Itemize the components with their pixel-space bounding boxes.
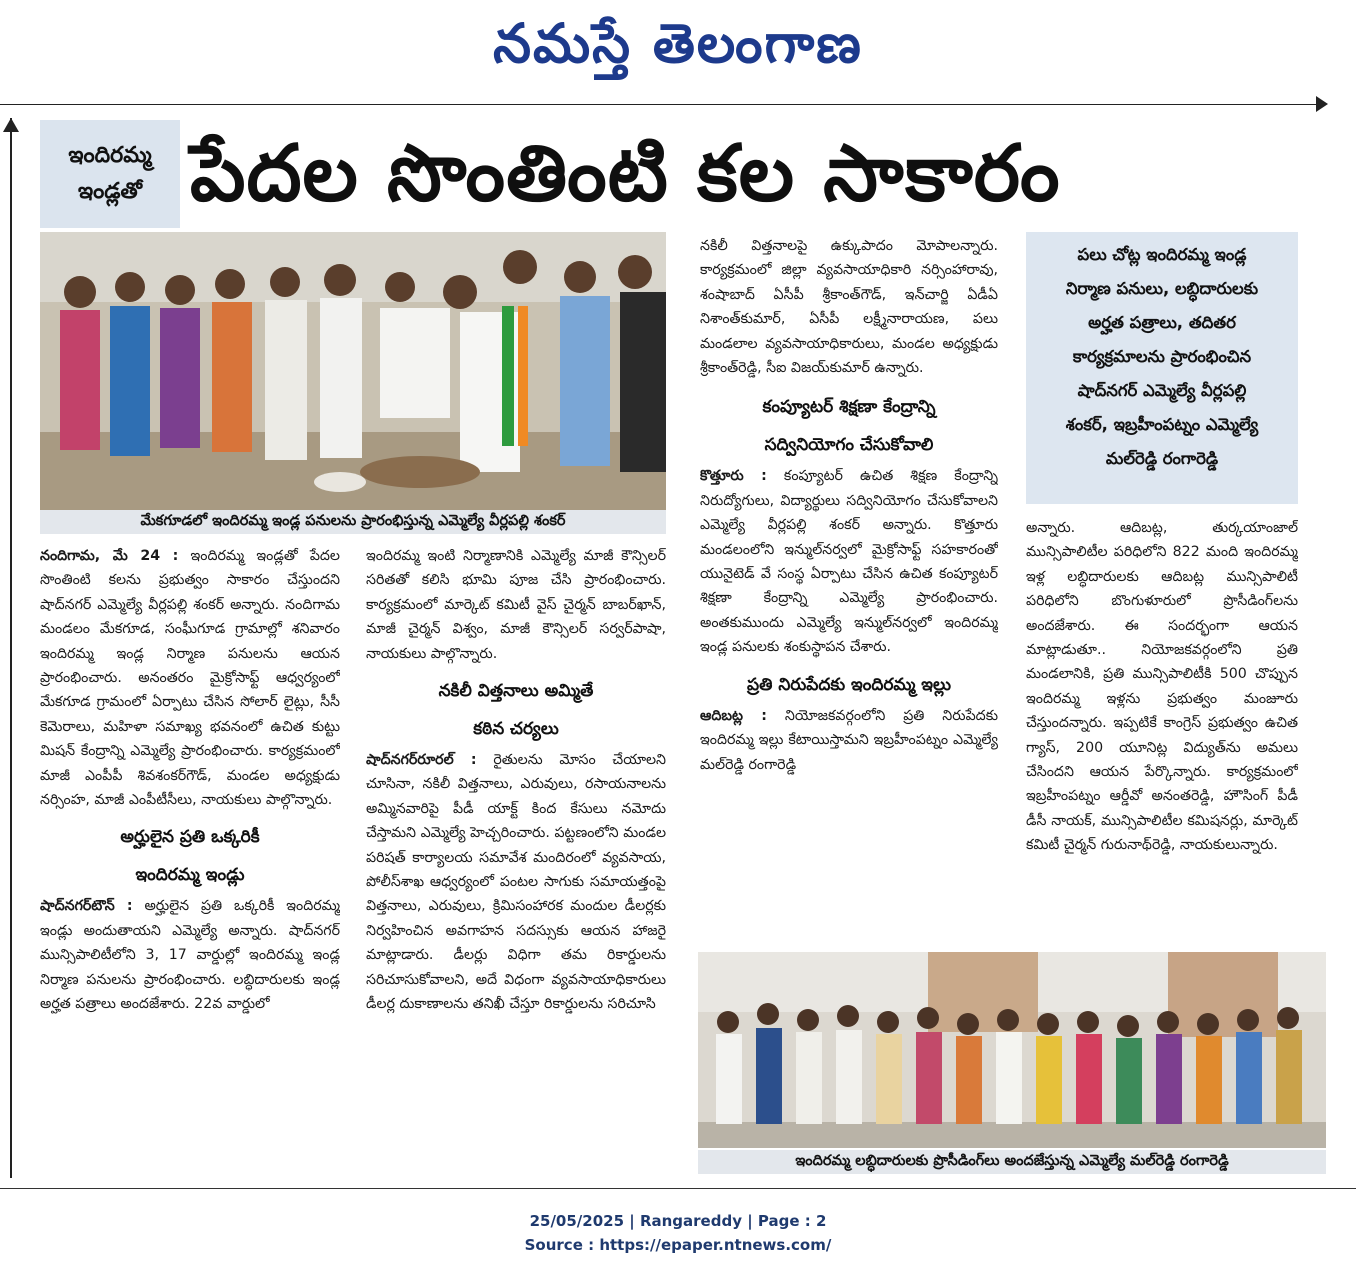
subheading-line: కంప్యూటర్ శిక్షణా కేంద్రాన్ని [762, 397, 936, 418]
highlight-line: పలు చోట్ల ఇందిరమ్మ ఇండ్ల [1077, 245, 1247, 264]
dateline: కొత్తూరు : [700, 468, 767, 485]
kicker-line-1: ఇందిరమ్మ [68, 143, 152, 168]
column-1-para-2 [40, 894, 340, 1016]
column-2-para-1: ఇందిరమ్మ ఇంటి నిర్మాణానికి ఎమ్మెల్యే మాజీ కౌన్సిలర్ సరితతో కలిసి భూమి పూజ చేసి ప్రారంభించారు. కార్యక్రమంలో మార్కెట్ కమిటీ వైస్ చైర్మన్ బాబర్‌ఖాన్, మాజీ చైర్మన్ విశ్వం, మాజీ కౌన్సిలర్ సర్వర్‌పాషా, నాయకులు పాల్గొన్నారు. [366, 548, 666, 662]
subheading [366, 672, 666, 748]
highlight-line: శంకర్, ఇబ్రహీంపట్నం ఎమ్మెల్యే [1065, 415, 1259, 434]
body-text: కంప్యూటర్ ఉచిత శిక్షణ కేంద్రాన్ని నిరుద్యోగులు, విద్యార్థులు సద్వినియోగం చేసుకోవాలని ఎమ్మెల్యే వీర్లపల్లి శంకర్ అన్నారు. కొత్తూరు మండలంలోని ఇన్ముల్‌నర్వలో మైక్రోసాఫ్ట్ సహకారంతో యునైటెడ్ వే సంస్థ ఏర్పాటు చేసిన ఉచిత కంప్యూటర్ శిక్షణా కేంద్రాన్ని ఎమ్మెల్యే ప్రారంభించారు. అంతకుముందు ఎమ్మెల్యే ఇన్ముల్‌నర్వలో ఇందిరమ్మ ఇండ్ల పనులకు శంకుస్థాపన చేశారు. [700, 468, 998, 656]
dateline: షాద్‌నగర్‌టౌన్ : [40, 898, 133, 915]
bottom-rule [0, 1188, 1356, 1189]
arrow-up-icon [3, 118, 19, 132]
highlight-line: షాద్‌నగర్ ఎమ్మెల్యే వీర్లపల్లి [1077, 381, 1247, 400]
highlight-box [1026, 232, 1298, 504]
subheading-line: నకిలీ విత్తనాలు అమ్మితే [438, 681, 594, 702]
column-3-para-3 [700, 704, 998, 777]
column-2 [366, 544, 666, 1179]
subheading [700, 388, 998, 464]
column-1-para-1 [40, 544, 340, 812]
article-bracket [10, 118, 12, 1178]
photo-proceedings-image [698, 952, 1326, 1148]
highlight-line: మల్‌రెడ్డి రంగారెడ్డి [1105, 449, 1219, 468]
subheading-line: కఠిన చర్యలు [473, 719, 559, 740]
dateline: ఆదిబట్ల : [700, 707, 767, 724]
kicker-line-2: ఇండ్లతో [77, 179, 143, 204]
footer-source: Source : https://epaper.ntnews.com/ [524, 1236, 832, 1254]
masthead-logo: నమస్తే తెలంగాణ [493, 11, 863, 75]
top-rule [0, 104, 1320, 105]
dateline: నందిగామ, మే 24 : [40, 548, 179, 564]
body-text: రైతులను మోసం చేయాలని చూసినా, నకిలీ విత్తనాలు, ఎరువులు, రసాయనాలను అమ్మినవారిపై పీడీ యాక్ట్ కింద కేసులు నమోదు చేస్తామని ఎమ్మెల్యే హెచ్చరించారు. పట్టణంలోని మండల పరిషత్ కార్యాలయ సమావేశ మందిరంలో వ్యవసాయ, పోలీస్‌శాఖ ఆధ్వర్యంలో పంటల సాగుకు సమాయత్తంపై విత్తనాలు, ఎరువులు, క్రిమిసంహారక మందుల డీలర్లకు నిర్వహించిన అవగాహన సదస్సుకు ఆయన హాజరై మాట్లాడారు. డీలర్లు విధిగా తమ రికార్డులను సరిచూసుకోవాలని, అదే విధంగా వ్యవసాయాధికారులు డీలర్ల దుకాణాలను తనిఖీ చేస్తూ రికార్డులను సరిచూసి [366, 752, 666, 1013]
subheading: ప్రతి నిరుపేదకు ఇందిరమ్మ ఇల్లు [747, 674, 951, 695]
article-headline: పేదల సొంతింటి కల సాకారం [190, 129, 1061, 219]
kicker-box [40, 120, 180, 228]
subheading [40, 818, 340, 894]
photo-groundbreaking [40, 232, 666, 510]
column-1 [40, 544, 340, 1179]
column-4-para-1: అన్నారు. ఆదిబట్ల, తుర్కయాంజాల్ మున్సిపాలిటీల పరిధిలోని 822 మంది ఇందిరమ్మ ఇళ్ల లబ్ధిదారులకు ఆదిబట్ల మున్సిపాలిటీ పరిధిలోని బొంగుళూరులో ప్రొసీడింగ్‌లను అందజేశారు. ఈ సందర్భంగా ఆయన మాట్లాడుతూ.. నియోజకవర్గంలోని ప్రతి మండలానికి, ప్రతి మున్సిపాలిటీకి 500 చొప్పున ఇందిరమ్మ ఇళ్లను ప్రభుత్వం మంజూరు చేస్తుందన్నారు. ఇప్పటికే కాంగ్రెస్ ప్రభుత్వం ఉచిత గ్యాస్, 200 యూనిట్ల విద్యుత్‌ను అమలు చేసిందని ఆయన పేర్కొన్నారు. కార్యక్రమంలో ఇబ్రహీంపట్నం ఆర్డీవో అనంతరెడ్డి, హౌసింగ్ పీడీ డీసీ నాయక్, మున్సిపాలిటీల కమిషనర్లు, మార్కెట్ కమిటీ చైర్మన్ గురునాథ్‌రెడ్డి, నాయకులున్నారు. [1026, 520, 1298, 854]
subheading-line: అర్హులైన ప్రతి ఒక్కరికీ [120, 827, 260, 848]
column-3 [700, 234, 998, 938]
column-3-para-1: నకిలీ విత్తనాలపై ఉక్కుపాదం మోపాలన్నారు. కార్యక్రమంలో జిల్లా వ్యవసాయాధికారి నర్సింహారావు, శంషాబాద్ ఏసీపీ శ్రీకాంత్‌గౌడ్, ఇన్‌చార్జి ఏడీఏ నిశాంత్‌కుమార్, ఏసీపీ లక్ష్మీనారాయణ, పలు మండలాల వ్యవసాయాధికారులు, మండల అధ్యక్షుడు శ్రీకాంత్‌రెడ్డి, సీఐ విజయ్‌కుమార్ ఉన్నారు. [700, 238, 998, 377]
photo-proceedings-caption: ఇందిరమ్మ లబ్ధిదారులకు ప్రొసీడింగ్‌లు అందజేస్తున్న ఎమ్మెల్యే మల్‌రెడ్డి రంగారెడ్డి [698, 1150, 1326, 1174]
arrow-right-icon [1316, 96, 1328, 112]
footer-edition-info: 25/05/2025 | Rangareddy | Page : 2 [529, 1212, 827, 1230]
highlight-line: నిర్మాణ పనులు, లబ్ధిదారులకు [1065, 279, 1259, 298]
dateline: షాద్‌నగర్‌రూరల్ : [366, 752, 477, 769]
column-2-para-2 [366, 748, 666, 1016]
body-text: నియోజకవర్గంలోని ప్రతి నిరుపేదకు ఇందిరమ్మ ఇల్లు కేటాయిస్తామని ఇబ్రహీంపట్నం ఎమ్మెల్యే మల్‌రెడ్డి రంగారెడ్డి [700, 707, 998, 773]
photo-proceedings [698, 952, 1326, 1148]
highlight-line: అర్హత పత్రాలు, తదితర [1088, 313, 1236, 332]
body-text: అర్హులైన ప్రతి ఒక్కరికీ ఇందిరమ్మ ఇండ్లు అందుతాయని ఎమ్మెల్యే అన్నారు. షాద్‌నగర్ మున్సిపాలిటీలోని 3, 17 వార్డుల్లో ఇందిరమ్మ ఇండ్ల నిర్మాణ పనులను ప్రారంభించారు. లబ్ధిదారులకు ఇండ్ల అర్హత పత్రాలు అందజేశారు. 22వ వార్డులో [40, 898, 340, 1013]
highlight-line: కార్యక్రమాలను ప్రారంభించిన [1072, 347, 1252, 366]
subheading-line: సద్వినియోగం చేసుకోవాలి [764, 435, 934, 456]
body-text: ఇందిరమ్మ ఇండ్లతో పేదల సొంతింటి కలను ప్రభుత్వం సాకారం చేస్తుందని షాద్‌నగర్ ఎమ్మెల్యే వీర్లపల్లి శంకర్ అన్నారు. నందిగామ మండలం మేకగూడ, సంఘీగూడ గ్రామాల్లో శనివారం ఇందిరమ్మ ఇండ్ల నిర్మాణ పనులను ఆయన ప్రారంభించారు. అనంతరం మైక్రోసాఫ్ట్ ఆధ్వర్యంలో మేకగూడ గ్రామంలో ఏర్పాటు చేసిన సోలార్ లైట్లు, సీసీ కెమెరాలు, మహిళా సమాఖ్య భవనంలో ఉచిత కుట్టు మిషన్ కేంద్రాన్ని ఎమ్మెల్యే ప్రారంభించారు. కార్యక్రమంలో మాజీ ఎంపీపీ శివశంకర్‌గౌడ్, మండల అధ్యక్షుడు నర్సింహ, మాజీ ఎంపీటీసీలు, నాయకులు పాల్గొన్నారు. [40, 548, 340, 809]
column-4 [1026, 516, 1298, 936]
photo-groundbreaking-caption: మేకగూడలో ఇందిరమ్మ ఇండ్ల పనులను ప్రారంభిస్తున్న ఎమ్మెల్యే వీర్లపల్లి శంకర్ [40, 510, 666, 534]
photo-groundbreaking-image [40, 232, 666, 510]
subheading-line: ఇందిరమ్మ ఇండ్లు [135, 865, 245, 886]
column-3-para-2 [700, 464, 998, 659]
